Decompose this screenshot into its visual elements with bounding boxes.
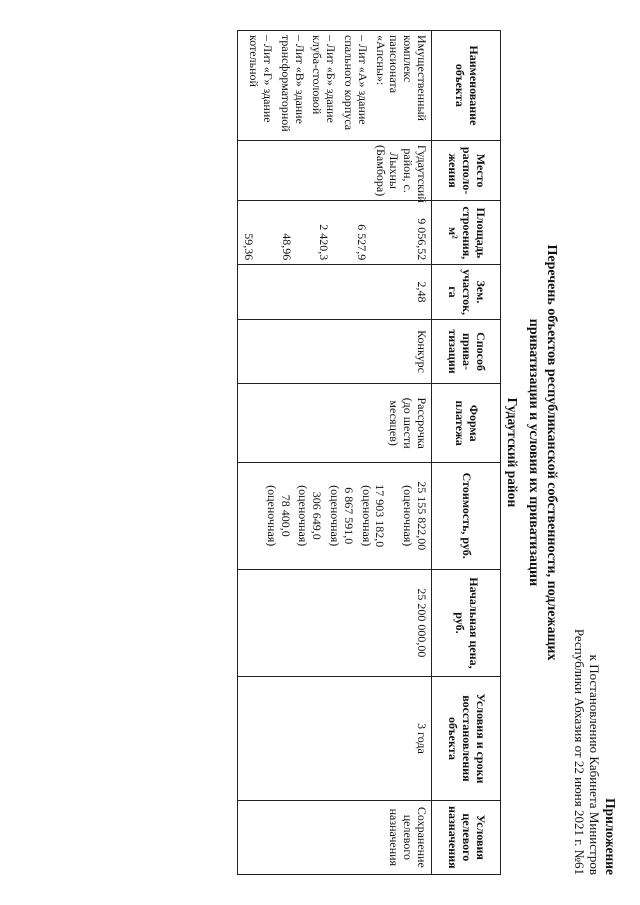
cost-sub: 6 867 591,0 (оценочная) bbox=[328, 485, 356, 547]
cost-sub: 306 649,0 (оценочная) bbox=[296, 485, 325, 547]
area-sub: 59,36 bbox=[241, 233, 256, 261]
sub-object-name: – Лит «В» здание трансформаторной bbox=[278, 35, 307, 132]
restoration-cell: 3 года bbox=[238, 677, 432, 800]
col-header-area: Площадь строения, м² bbox=[432, 201, 501, 265]
cost-total: 25 155 822,00 (оценочная) bbox=[401, 481, 429, 551]
col-header-restoration: Условия и сроки восстановления объекта bbox=[432, 677, 501, 800]
col-header-name: Наименование объекта bbox=[432, 31, 501, 141]
cost-sub: 17 903 182,0 (оценочная) bbox=[359, 484, 388, 548]
method-cell: Конкурс bbox=[238, 319, 432, 384]
col-header-cost: Стоимость, руб. bbox=[432, 462, 501, 569]
area-total: 9 056,52 bbox=[415, 218, 429, 261]
document-title bbox=[524, 0, 560, 905]
document-title-line-1: Перечень объектов республиканской собственности, подлежащих bbox=[544, 244, 559, 661]
col-header-land: Зем. участок, га bbox=[432, 265, 501, 319]
appendix-title: Приложение bbox=[603, 798, 618, 875]
area-sub: 6 527,9 bbox=[355, 224, 370, 261]
col-header-purpose: Условия целевого назначения bbox=[432, 800, 501, 874]
col-header-start-price: Начальная цена, руб. bbox=[432, 569, 501, 677]
object-name-text: Имущественный комплекс пансионата «Апсны»: bbox=[373, 35, 429, 121]
col-header-method: Способ прива-тизации bbox=[432, 319, 501, 384]
area-cell bbox=[238, 201, 432, 265]
appendix-line-1: к Постановлению Кабинета Министров bbox=[587, 654, 603, 875]
appendix-header bbox=[571, 629, 618, 875]
purpose-cell: Сохранение целевого назначения bbox=[238, 800, 432, 874]
table-row bbox=[238, 31, 432, 875]
document-title-line-2: приватизации и условия их приватизации bbox=[525, 318, 541, 587]
location-cell: Гудаутский район, с. Лыхны (Бамбора) bbox=[238, 140, 432, 201]
col-header-payment: Форма платежа bbox=[432, 384, 501, 462]
col-header-location: Место располо-жения bbox=[432, 140, 501, 201]
privatization-table bbox=[237, 30, 501, 875]
area-sub: 48,96 bbox=[279, 233, 294, 261]
area-sub: 2 420,3 bbox=[317, 224, 332, 261]
sub-object-name: – Лит «А» здание спального корпуса bbox=[342, 35, 370, 131]
start-price-cell: 25 200 000,00 bbox=[238, 569, 432, 677]
sub-object-name: – Лит «Г» здание котельной bbox=[247, 35, 276, 123]
cost-sub: 78 400,0 (оценочная) bbox=[264, 485, 293, 547]
land-cell: 2,48 bbox=[238, 265, 432, 319]
object-name bbox=[238, 31, 432, 141]
payment-cell: Рассрочка (до шести месяцев) bbox=[238, 384, 432, 462]
region-heading: Гудаутский район bbox=[505, 397, 520, 508]
table-header-row bbox=[432, 31, 501, 875]
appendix-line-2: Республики Абхазия от 22 июня 2021 г. №61 bbox=[571, 628, 587, 875]
sub-object-name: – Лит «Б» здание клуба-столовой bbox=[310, 35, 339, 123]
cost-cell bbox=[238, 462, 432, 569]
